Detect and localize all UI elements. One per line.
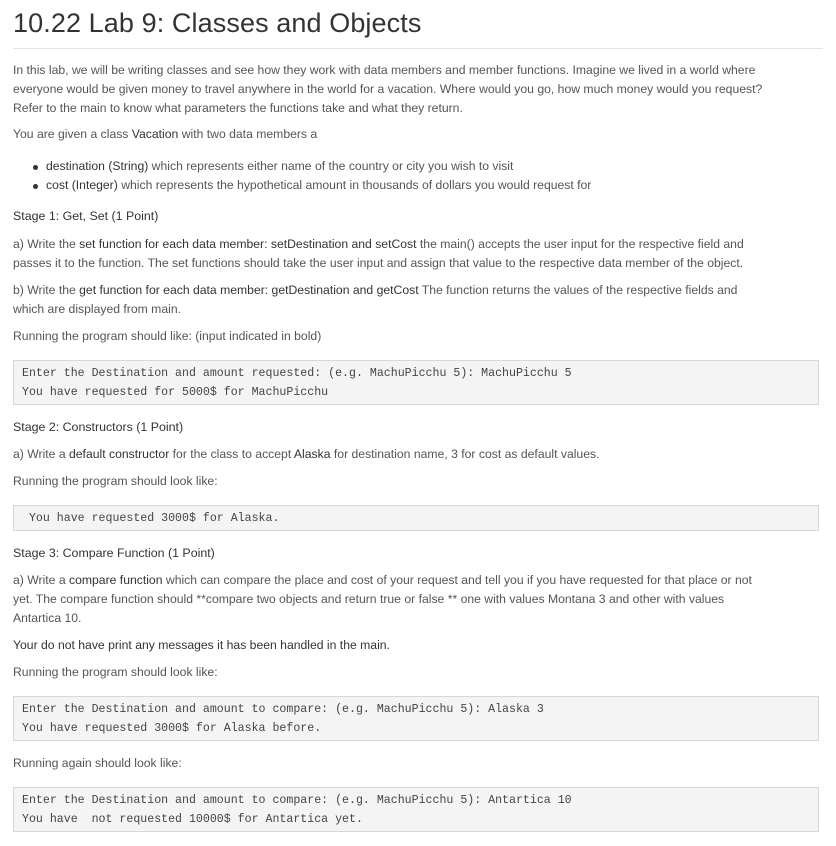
stage3-code-block-1: Enter the Destination and amount to compare: (e.g. MachuPicchu 5): Alaska 3 You have requested 3000$ for Alaska before.: [13, 696, 819, 741]
stage1-code-block: Enter the Destination and amount requested: (e.g. MachuPicchu 5): MachuPicchu 5 You have requested for 5000$ for MachuPicchu: [13, 360, 819, 405]
title-divider: [13, 48, 823, 49]
list-item: cost (Integer) which represents the hypothetical amount in thousands of dollars you would request for: [46, 176, 591, 195]
intro-paragraph: [13, 61, 821, 118]
given-class-text: You are given a class Vacation with two data members a: [13, 127, 318, 141]
stage3-note: Your do not have print any messages it has been handled in the main.: [13, 638, 390, 652]
stage3-code-block-2: Enter the Destination and amount to compare: (e.g. MachuPicchu 5): Antartica 10 You have not requested 10000$ for Antartica yet.: [13, 787, 819, 832]
intro-line: In this lab, we will be writing classes and see how they work with data members and member functions. Imagine we lived in a world where: [13, 63, 756, 77]
stage2-code-block: You have requested 3000$ for Alaska.: [13, 505, 819, 531]
stage3-part-a: a) Write a compare function which can compare the place and cost of your request and tell you if you have requested for that place or not yet. The compare function should **compare two objects and return true or false ** one with values Montana 3 and other with values Antartica 10.: [13, 573, 752, 625]
stage3-heading: Stage 3: Compare Function (1 Point): [13, 546, 215, 560]
stage2-running-text: Running the program should look like:: [13, 474, 218, 488]
stage1-running-text: Running the program should like: (input indicated in bold): [13, 329, 322, 343]
stage1-part-b: b) Write the get function for each data member: getDestination and getCost The function returns the values of the respective fields and which are displayed from main.: [13, 283, 738, 316]
stage2-heading: Stage 2: Constructors (1 Point): [13, 420, 184, 434]
page-title: 10.22 Lab 9: Classes and Objects: [13, 8, 422, 38]
intro-line: everyone would be given money to travel anywhere in the world for a vacation. Where would you go, how much money would you request?: [13, 82, 763, 96]
stage1-part-a: a) Write the set function for each data member: setDestination and setCost the main() accepts the user input for the respective field and passes it to the function. The set functions should take the user input and assign that value to the respective data member of the object.: [13, 237, 744, 270]
intro-line: Refer to the main to know what parameters the functions take and what they return.: [13, 101, 463, 115]
stage3-running-text: Running the program should look like:: [13, 665, 218, 679]
stage3-running-again-text: Running again should look like:: [13, 756, 182, 770]
member-list: [13, 157, 591, 195]
list-item: destination (String) which represents either name of the country or city you wish to visit: [46, 157, 591, 176]
stage2-part-a: a) Write a default constructor for the class to accept Alaska for destination name, 3 for cost as default values.: [13, 447, 600, 461]
class-name: Vacation: [131, 127, 179, 141]
stage1-heading: Stage 1: Get, Set (1 Point): [13, 209, 159, 223]
